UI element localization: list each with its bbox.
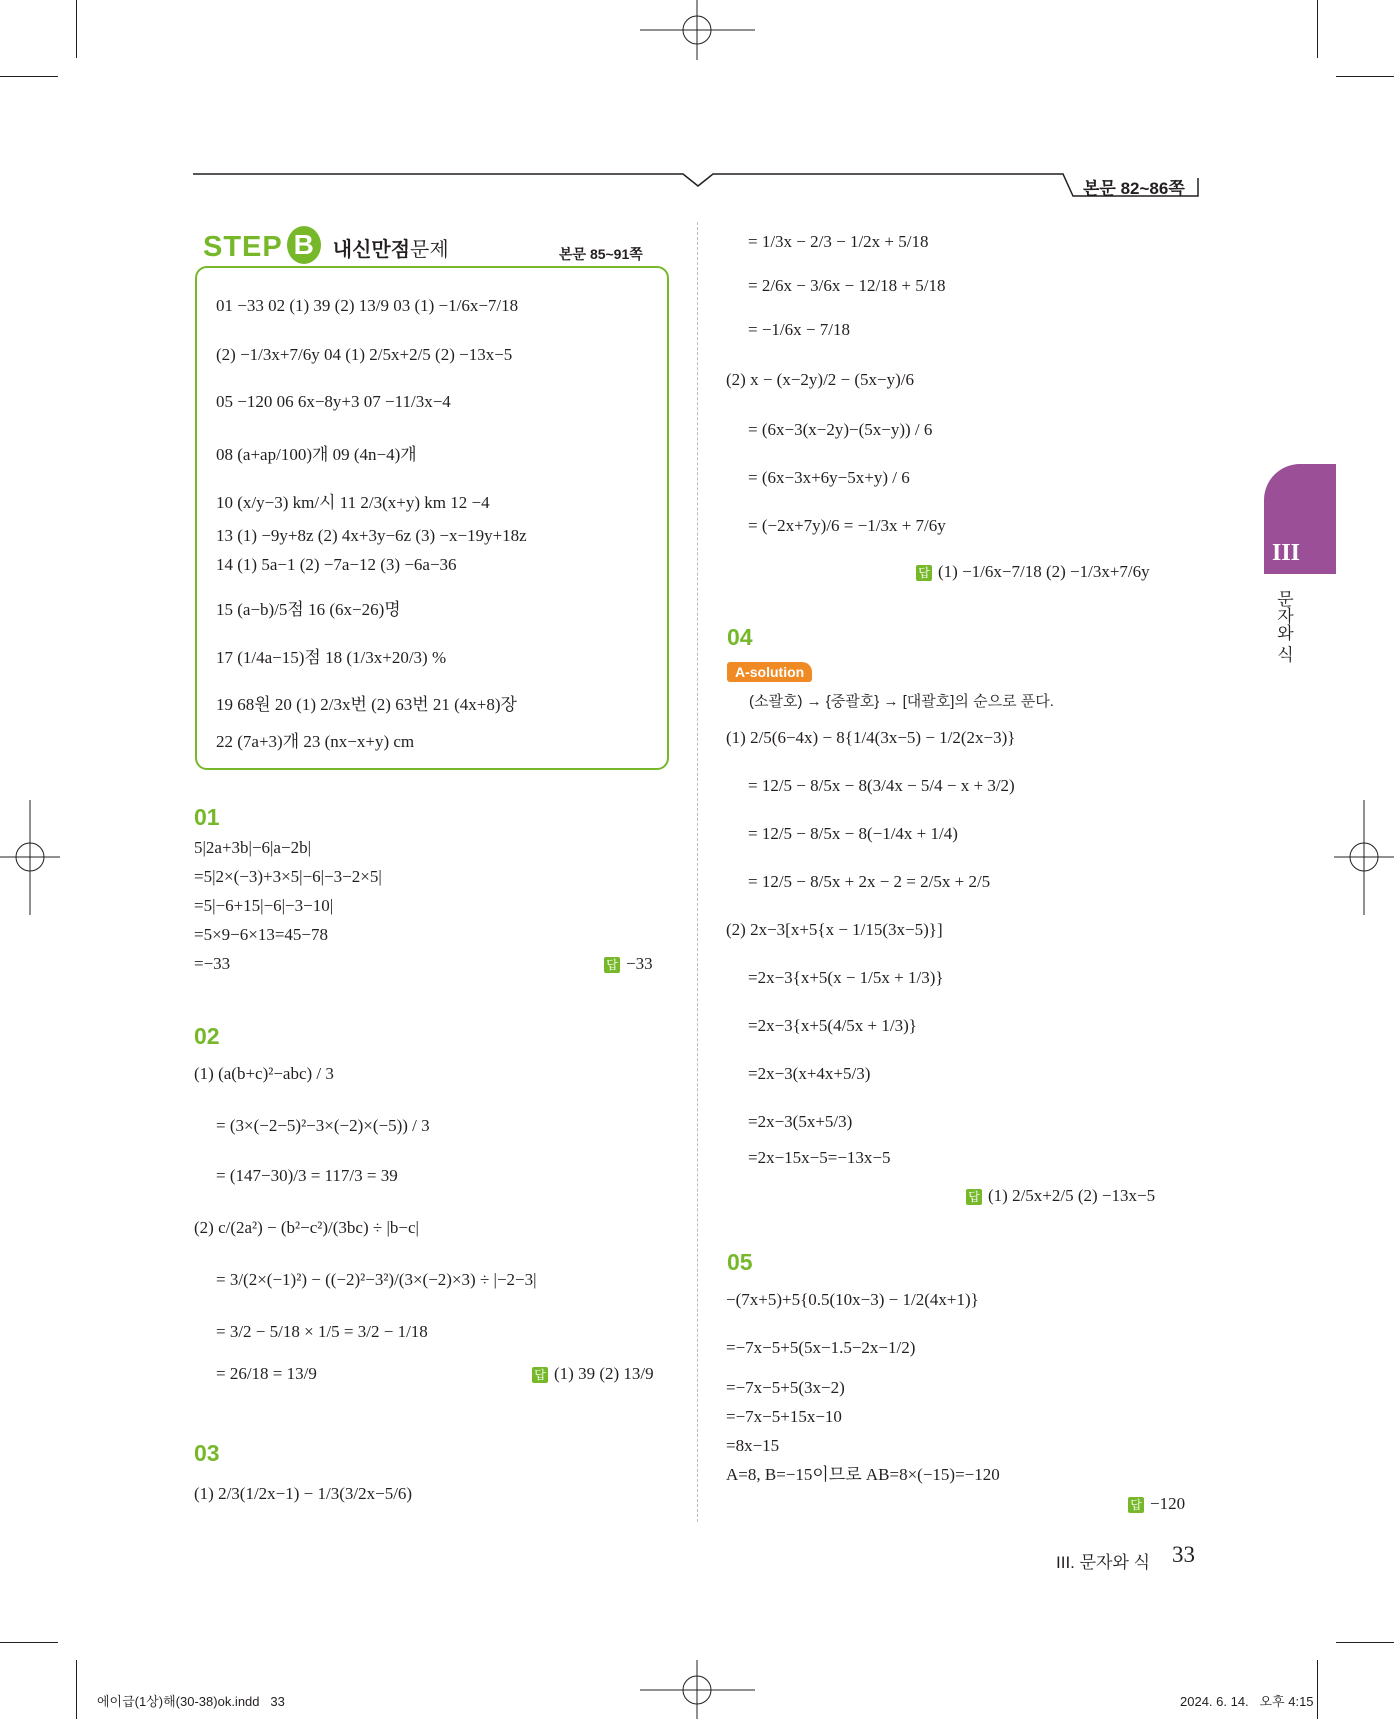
q03-label: 03	[194, 1440, 220, 1466]
footer-file: 에이급(1상)해(30-38)ok.indd 33	[97, 1694, 285, 1709]
answers-row: 05 −120 06 6x−8y+3 07 −11/3x−4	[216, 392, 451, 411]
answers-row: 01 −33 02 (1) 39 (2) 13/9 03 (1) −1/6x−7/18	[216, 296, 519, 315]
q05-line: =−7x−5+15x−10	[726, 1407, 842, 1426]
a-solution-badge: A-solution	[727, 662, 812, 682]
column-divider	[697, 222, 698, 1522]
q04-line: = 12/5 − 8/5x − 8(3/4x − 5/4 − x + 3/2)	[748, 776, 1015, 795]
q03-cont-line: = 2/6x − 3/6x − 12/18 + 5/18	[748, 276, 946, 295]
answer-icon: 답	[916, 565, 932, 581]
crop-mark	[1336, 1642, 1394, 1643]
step-label: STEP	[203, 231, 283, 263]
q04-line: =2x−3(x+4x+5/3)	[748, 1064, 871, 1083]
crop-mark	[1336, 76, 1394, 77]
q01-answer	[604, 954, 653, 974]
q03-cont-line: = (6x−3x+6y−5x+y) / 6	[748, 468, 910, 487]
answers-row: 22 (7a+3)개 23 (nx−x+y) cm	[216, 732, 415, 751]
step-title	[203, 226, 449, 264]
registration-mark-right	[1334, 800, 1394, 915]
q04-line: =2x−3{x+5(x − 1/5x + 1/3)}	[748, 968, 944, 987]
q05-label: 05	[727, 1249, 753, 1275]
q02-line: = (147−30)/3 = 117/3 = 39	[216, 1166, 398, 1185]
page-range-header: 본문 82~86쪽	[1083, 179, 1185, 198]
q05-answer	[1128, 1494, 1185, 1514]
q02-line: (1) (a(b+c)²−abc) / 3	[194, 1064, 334, 1083]
registration-mark-left	[0, 800, 60, 915]
q02-answer	[532, 1364, 654, 1384]
q03-cont-line: = (−2x+7y)/6 = −1/3x + 7/6y	[748, 516, 946, 535]
header-rule	[193, 168, 1203, 202]
answers-row: 08 (a+ap/100)개 09 (4n−4)개	[216, 445, 417, 464]
q04-line: =2x−3{x+5(4/5x + 1/3)}	[748, 1016, 917, 1035]
crop-mark	[76, 1660, 77, 1719]
answers-row: (2) −1/3x+7/6y 04 (1) 2/5x+2/5 (2) −13x−5	[216, 345, 513, 364]
step-title-normal: 문제	[410, 239, 449, 261]
crop-mark	[0, 1642, 58, 1643]
chapter-side-label: 문자와 식	[1274, 590, 1293, 663]
q04-line: (2) 2x−3[x+5{x − 1/15(3x−5)}]	[726, 920, 943, 939]
answer-icon: 답	[532, 1367, 548, 1383]
q01-line: =−33	[194, 954, 231, 973]
crop-mark	[1317, 0, 1318, 58]
crop-mark	[76, 0, 77, 58]
q05-line: =−7x−5+5(5x−1.5−2x−1/2)	[726, 1338, 916, 1357]
q01-line: 5|2a+3b|−6|a−2b|	[194, 838, 311, 857]
crop-mark	[1317, 1660, 1318, 1719]
q03-answer	[916, 562, 1150, 582]
q01-line: =5|−6+15|−6|−3−10|	[194, 896, 334, 915]
q03-cont-line: = 1/3x − 2/3 − 1/2x + 5/18	[748, 232, 929, 251]
q01-label: 01	[194, 804, 220, 830]
answers-row: 17 (1/4a−15)점 18 (1/3x+20/3) %	[216, 648, 447, 667]
answer-icon: 답	[966, 1189, 982, 1205]
registration-mark-top	[640, 0, 755, 60]
step-letter-badge: B	[287, 226, 321, 264]
footer-chapter: III. 문자와 식	[1056, 1553, 1151, 1572]
answer-icon: 답	[604, 957, 620, 973]
footer-date: 2024. 6. 14. 오후 4:15	[1180, 1694, 1314, 1709]
q02-line: = 3/2 − 5/18 × 1/5 = 3/2 − 1/18	[216, 1322, 428, 1341]
q03-cont-line: = (6x−3(x−2y)−(5x−y)) / 6	[748, 420, 933, 439]
q05-line: A=8, B=−15이므로 AB=8×(−15)=−120	[726, 1465, 1000, 1484]
q05-answer-text: −120	[1150, 1494, 1186, 1513]
q02-label: 02	[194, 1023, 220, 1049]
q02-answer-text: (1) 39 (2) 13/9	[554, 1364, 654, 1383]
q04-line: =2x−3(5x+5/3)	[748, 1112, 853, 1131]
q02-line: = (3×(−2−5)²−3×(−2)×(−5)) / 3	[216, 1116, 430, 1135]
q04-label: 04	[727, 624, 753, 650]
registration-mark-bottom	[640, 1660, 755, 1719]
q05-line: −(7x+5)+5{0.5(10x−3) − 1/2(4x+1)}	[726, 1290, 979, 1309]
answers-row: 14 (1) 5a−1 (2) −7a−12 (3) −6a−36	[216, 555, 457, 574]
q02-line: (2) c/(2a²) − (b²−c²)/(3bc) ÷ |b−c|	[194, 1218, 419, 1237]
q03-line: (1) 2/3(1/2x−1) − 1/3(3/2x−5/6)	[194, 1484, 413, 1503]
q04-line: =2x−15x−5=−13x−5	[748, 1148, 891, 1167]
q01-line: =5×9−6×13=45−78	[194, 925, 329, 944]
q05-line: =8x−15	[726, 1436, 780, 1455]
answers-row: 10 (x/y−3) km/시 11 2/3(x+y) km 12 −4	[216, 493, 490, 512]
step-title-bold: 내신만점	[332, 239, 411, 261]
q03-cont-line: = −1/6x − 7/18	[748, 320, 850, 339]
answers-row: 15 (a−b)/5점 16 (6x−26)명	[216, 600, 401, 619]
chapter-numeral: III	[1271, 540, 1301, 566]
answers-row: 13 (1) −9y+8z (2) 4x+3y−6z (3) −x−19y+18z	[216, 526, 527, 545]
step-page-range: 본문 85~91쪽	[559, 246, 643, 262]
answer-icon: 답	[1128, 1497, 1144, 1513]
q01-line: =5|2×(−3)+3×5|−6|−3−2×5|	[194, 867, 382, 886]
q02-line: = 3/(2×(−1)²) − ((−2)²−3²)/(3×(−2)×3) ÷ |−2−3|	[216, 1270, 537, 1289]
q03-answer-text: (1) −1/6x−7/18 (2) −1/3x+7/6y	[938, 562, 1150, 581]
q04-note: (소괄호) → {중괄호} → [대괄호]의 순으로 푼다.	[749, 693, 1054, 710]
page-number: 33	[1172, 1542, 1195, 1567]
q04-line: = 12/5 − 8/5x − 8(−1/4x + 1/4)	[748, 824, 958, 843]
q01-answer-text: −33	[626, 954, 653, 973]
q03-cont-line: (2) x − (x−2y)/2 − (5x−y)/6	[726, 370, 915, 389]
q04-answer	[966, 1186, 1155, 1206]
crop-mark	[0, 76, 58, 77]
q02-line: = 26/18 = 13/9	[216, 1364, 317, 1383]
q04-line: (1) 2/5(6−4x) − 8{1/4(3x−5) − 1/2(2x−3)}	[726, 728, 1016, 747]
q04-answer-text: (1) 2/5x+2/5 (2) −13x−5	[988, 1186, 1156, 1205]
answers-row: 19 68원 20 (1) 2/3x번 (2) 63번 21 (4x+8)장	[216, 695, 517, 714]
q05-line: =−7x−5+5(3x−2)	[726, 1378, 845, 1397]
q04-line: = 12/5 − 8/5x + 2x − 2 = 2/5x + 2/5	[748, 872, 991, 891]
